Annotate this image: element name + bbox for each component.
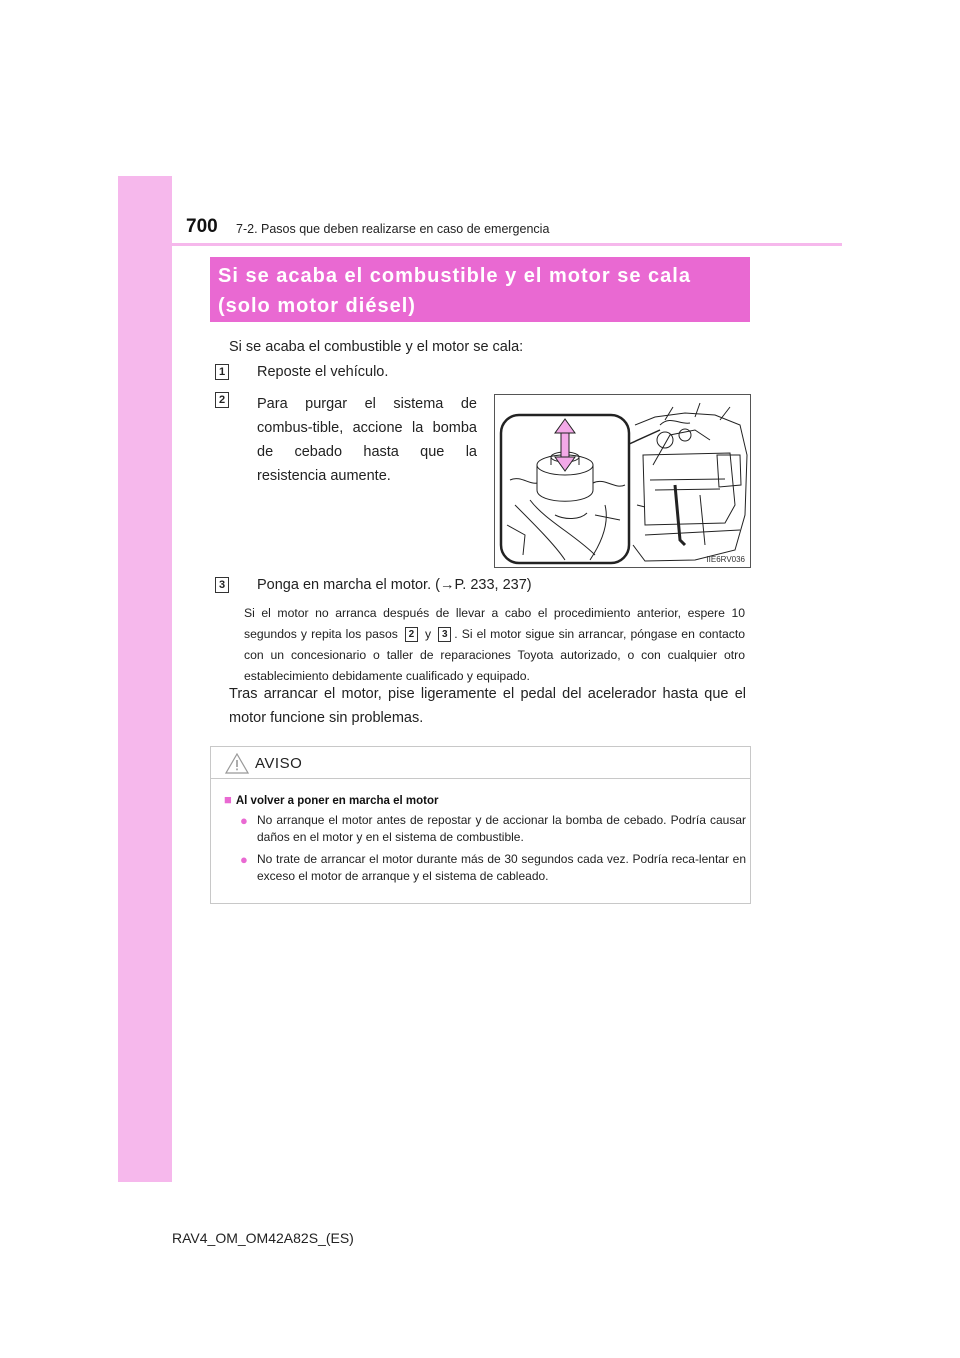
section-title-line-2: (solo motor diésel) [218,295,416,317]
section-title-line-1: Si se acaba el combustible y el motor se cala [218,265,691,287]
warning-item-text: No arranque el motor antes de repostar y de accionar la bomba de cebado. Podría causar daños en el motor y en el sistema de combustible. [257,813,746,844]
warning-item [241,812,746,846]
step-number-1: 1 [215,364,229,380]
circle-bullet-icon: ● [240,852,248,867]
section-title-banner [210,257,750,322]
document-footer: RAV4_OM_OM42A82S_(ES) [172,1230,354,1246]
note-step-box-2: 2 [405,627,418,642]
step-number-3: 3 [215,577,229,593]
side-tab-bar [118,176,172,1182]
engine-bay-drawing [495,395,751,568]
step-3-note [244,603,745,687]
step-number-2: 2 [215,392,229,408]
warning-item-text: No trate de arrancar el motor durante más de 30 segundos cada vez. Podría reca-lentar en exceso el motor de arranque y el sistema de cableado. [257,852,746,883]
warning-box [210,746,751,904]
note-text-part-2: . Si el motor sigue sin arrancar, póngase en contacto con un concesionario o taller de reparaciones Toyota autorizado, o con cualquier otro establecimiento debidamente cualificado y equipado. [244,627,746,683]
circle-bullet-icon: ● [240,813,248,828]
note-text-part-1: Si el motor no arranca después de llevar a cabo el procedimiento anterior, espere 10 segundos y repita los pasos [244,606,745,641]
page-number: 700 [186,216,218,237]
chapter-header: 7-2. Pasos que deben realizarse en caso de emergencia [236,222,550,236]
header-divider [172,243,842,246]
warning-subheading [224,792,438,807]
intro-text: Si se acaba el combustible y el motor se cala: [229,339,524,355]
square-bullet-icon: ■ [224,792,232,807]
after-start-text: Tras arrancar el motor, pise ligeramente el pedal del acelerador hasta que el motor funcione sin problemas. [229,686,746,726]
step-1-text: Reposte el vehículo. [257,364,389,380]
warning-item [241,851,746,885]
step-2-text: Para purgar el sistema de combus-tible, accione la bomba de cebado hasta que la resistencia aumente. [257,396,477,484]
warning-triangle-icon [225,753,249,774]
warning-subheading-text: Al volver a poner en marcha el motor [235,795,439,807]
note-step-box-3: 3 [438,627,451,642]
step-3-text: Ponga en marcha el motor. (→P. 233, 237) [257,577,532,593]
priming-pump-illustration [494,394,751,568]
warning-title: AVISO [255,755,303,772]
warning-header [211,747,750,779]
note-conjunction: y [425,627,432,641]
figure-code: IIE6RV036 [706,555,745,564]
